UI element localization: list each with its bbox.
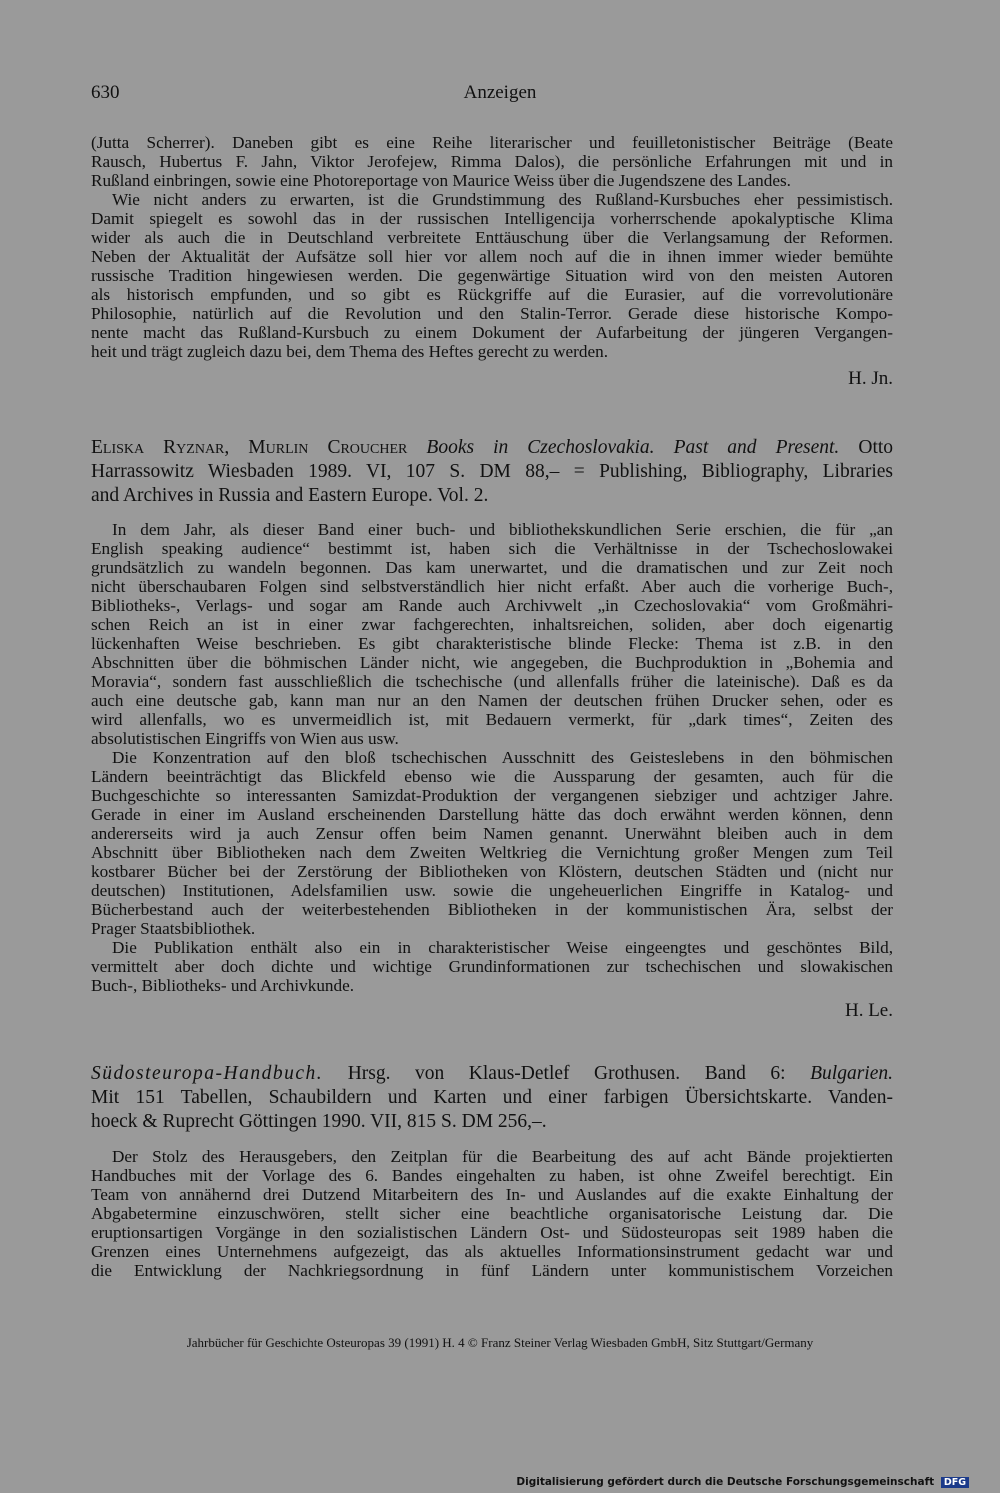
- text-line: Die Publikation enthält also ein in charakteristischer Weise eingeengtes und geschöntes Bild,: [112, 938, 893, 957]
- text-line: Philosophie, natürlich auf die Revolution und den Stalin-Terror. Gerade diese historische Kompo-: [91, 304, 893, 323]
- text-line: Der Stolz des Herausgebers, den Zeitplan für die Bearbeitung des auf acht Bände projektierten: [112, 1147, 893, 1166]
- text-line: schen Reich an ist in einer zwar fachgerechten, inhaltsreichen, soliden, aber doch eigenartig: [91, 615, 893, 634]
- text-line: eruptionsartigen Vorgänge in den sozialistischen Ländern Ost- und Südosteuropas seit 1989 haben die: [91, 1223, 893, 1242]
- text-line: kostbarer Bücher bei der Zerstörung der Bibliotheken von Klöstern, deutschen Städten und (nicht nur: [91, 862, 893, 881]
- text-line: grundsätzlich zu wandeln begonnen. Das kam unerwartet, und die dramatischen und zur Zeit noch: [91, 558, 893, 577]
- book-title: Books in Czechoslovakia. Past and Present.: [426, 437, 840, 458]
- editor-info: Hrsg. von Klaus-Detlef Grothusen. Band 6:: [347, 1063, 786, 1084]
- bibliographic-line: hoeck & Ruprecht Göttingen 1990. VII, 815 S. DM 256,–.: [91, 1111, 547, 1132]
- text-line: Team von annähernd drei Dutzend Mitarbeitern des In- und Auslandes auf die exakte Einhaltung der: [91, 1185, 893, 1204]
- text-line: Rußland einbringen, sowie eine Photoreportage von Maurice Weiss über die Jugendszene des Landes.: [91, 171, 791, 190]
- text-line: lückenhaften Weise beschrieben. Es gibt charakteristische blinde Flecke: Thema ist z.B. in den: [91, 634, 893, 653]
- text-line: Damit spiegelt es sowohl das in der russischen Intelligencija vorherrschende apokalyptische Klima: [91, 209, 893, 228]
- bibliographic-line: [91, 1062, 893, 1085]
- text-line: Prager Staatsbibliothek.: [91, 919, 256, 938]
- text-line: Grenzen eines Unternehmens aufgezeigt, das als aktuelles Informationsinstrument gedacht war und: [91, 1242, 893, 1261]
- text-line: heit und trägt zugleich dazu bei, dem Thema des Heftes gerecht zu werden.: [91, 342, 609, 361]
- text-line: Rausch, Hubertus F. Jahn, Viktor Jerofejew, Rimma Dalos), die persönliche Erfahrungen mit und in: [91, 152, 893, 171]
- text-line: Neben der Aktualität der Aufsätze soll hier vor allem noch auf die in ihnen immer wieder bemühte: [91, 247, 893, 266]
- reviewer-signature: H. Jn.: [848, 368, 893, 389]
- text-line: wird allenfalls, wo es unvermeidlich ist, mit Bedauern vermerkt, für „dark times“, Zeiten des: [91, 710, 893, 729]
- page-number: 630: [91, 82, 120, 103]
- bibliographic-line: and Archives in Russia and Eastern Europe. Vol. 2.: [91, 485, 489, 506]
- text-line: Wie nicht anders zu erwarten, ist die Grundstimmung des Rußland-Kursbuches eher pessimistisch.: [112, 190, 893, 209]
- text-line: Abschnitten über die böhmischen Länder nicht, wie angegeben, die Buchproduktion in „Bohemia and: [91, 653, 893, 672]
- text-line: vermittelt aber doch dichte und wichtige Grundinformationen zur tschechischen und slowakischen: [91, 957, 893, 976]
- running-head: Anzeigen: [463, 82, 537, 103]
- text-line: nicht überschaubaren Folgen sind selbstverständlich hier nicht erfaßt. Aber auch die vorherige Buch-,: [91, 577, 893, 596]
- text-line: Abgabetermine einzuschwören, stellt sicher eine beachtliche organisatorische Leistung dar. Die: [91, 1204, 893, 1223]
- text-line: Gerade in einer im Ausland erscheinenden Darstellung hätte das doch erwähnt werden können, denn: [91, 805, 893, 824]
- text-line: Buch-, Bibliotheks- und Archivkunde.: [91, 976, 355, 995]
- bibliographic-line: Mit 151 Tabellen, Schaubildern und Karten und einer farbigen Übersichtskarte. Vanden-: [91, 1087, 893, 1108]
- book-authors: Eliska Ryznar, Murlin Croucher: [91, 437, 408, 458]
- digitization-text: Digitalisierung gefördert durch die Deutsche Forschungsgemeinschaft: [516, 1476, 935, 1488]
- text-line: Bücherbestand auch der weiterbestehenden Bibliotheken in der kommunistischen Ära, selbst der: [91, 900, 893, 919]
- text-line: nente macht das Rußland-Kursbuch zu einem Dokument der Aufarbeitung der jüngeren Vergangen-: [91, 323, 893, 342]
- bibliographic-line: Harrassowitz Wiesbaden 1989. VI, 107 S. DM 88,– = Publishing, Bibliography, Libraries: [91, 461, 893, 482]
- bibliographic-line: [91, 436, 893, 459]
- volume-title: Bulgarien.: [810, 1063, 893, 1084]
- dfg-logo: DFG: [941, 1477, 969, 1488]
- text-line: russische Tradition hingewiesen werden. Die gegenwärtige Situation wird von den meisten Autoren: [91, 266, 893, 285]
- text-line: Moravia“, sondern fast ausschließlich die tschechische (und allenfalls früher die lateinische). Daß es da: [91, 672, 893, 691]
- text-line: wider als auch die in Deutschland verbreitete Enttäuschung über die Verlangsamung der Reformen.: [91, 228, 893, 247]
- text-line: die Entwicklung der Nachkriegsordnung in fünf Ländern unter kommunistischem Vorzeichen: [91, 1261, 893, 1280]
- text-line: Abschnitt über Bibliotheken nach dem Zweiten Weltkrieg die Vernichtung großer Mengen zum Teil: [91, 843, 893, 862]
- journal-footer: Jahrbücher für Geschichte Osteuropas 39 (1991) H. 4 © Franz Steiner Verlag Wiesbaden GmbH, Sitz Stuttgart/Germany: [186, 1335, 814, 1350]
- publisher-fragment: Otto: [858, 437, 894, 458]
- reviewer-signature: H. Le.: [844, 1000, 893, 1021]
- text-line: deutschen) Institutionen, Adelsfamilien usw. sowie die ungeheuerlichen Eingriffe in Katalog- und: [91, 881, 893, 900]
- text-line: Handbuches mit der Vorlage des 6. Bandes eingehalten zu haben, ist ohne Zweifel berechtigt. Ein: [91, 1166, 893, 1185]
- digitization-note: [516, 1476, 969, 1488]
- text-line: English speaking audience“ bestimmt ist, haben sich die Verhältnisse in der Tschechoslowakei: [91, 539, 893, 558]
- text-line: (Jutta Scherrer). Daneben gibt es eine Reihe literarischer und feuilletonistischer Beiträge (Beate: [91, 133, 893, 152]
- text-line: Buchgeschichte so interessanten Samizdat-Produktion der vergangenen siebziger und achtziger Jahre.: [91, 786, 893, 805]
- text-line: Ländern beeinträchtigt das Blickfeld ebenso wie die Aussparung der gesamten, auch für die: [91, 767, 893, 786]
- text-line: absolutistischen Eingriffs von Wien aus usw.: [91, 729, 399, 748]
- text-line: andererseits wird ja auch Zensur offen beim Namen genannt. Unerwähnt bleiben auch in dem: [91, 824, 893, 843]
- text-line: auch eine deutsche gab, kann man nur an den Namen der deutschen frühen Drucker sehen, oder es: [91, 691, 893, 710]
- text-line: als historisch empfunden, und so gibt es Rückgriffe auf die Eurasier, auf die vorrevolutionäre: [91, 285, 893, 304]
- book-title: Südosteuropa-Handbuch.: [91, 1063, 324, 1084]
- text-line: In dem Jahr, als dieser Band einer buch- und bibliothekskundlichen Serie erschien, die für „an: [112, 520, 893, 539]
- text-line: Die Konzentration auf den bloß tschechischen Ausschnitt des Geisteslebens in den böhmischen: [112, 748, 893, 767]
- text-line: Bibliotheks-, Verlags- und sogar am Rande auch Archivwelt „in Czechoslovakia“ vom Großmähri-: [91, 596, 893, 615]
